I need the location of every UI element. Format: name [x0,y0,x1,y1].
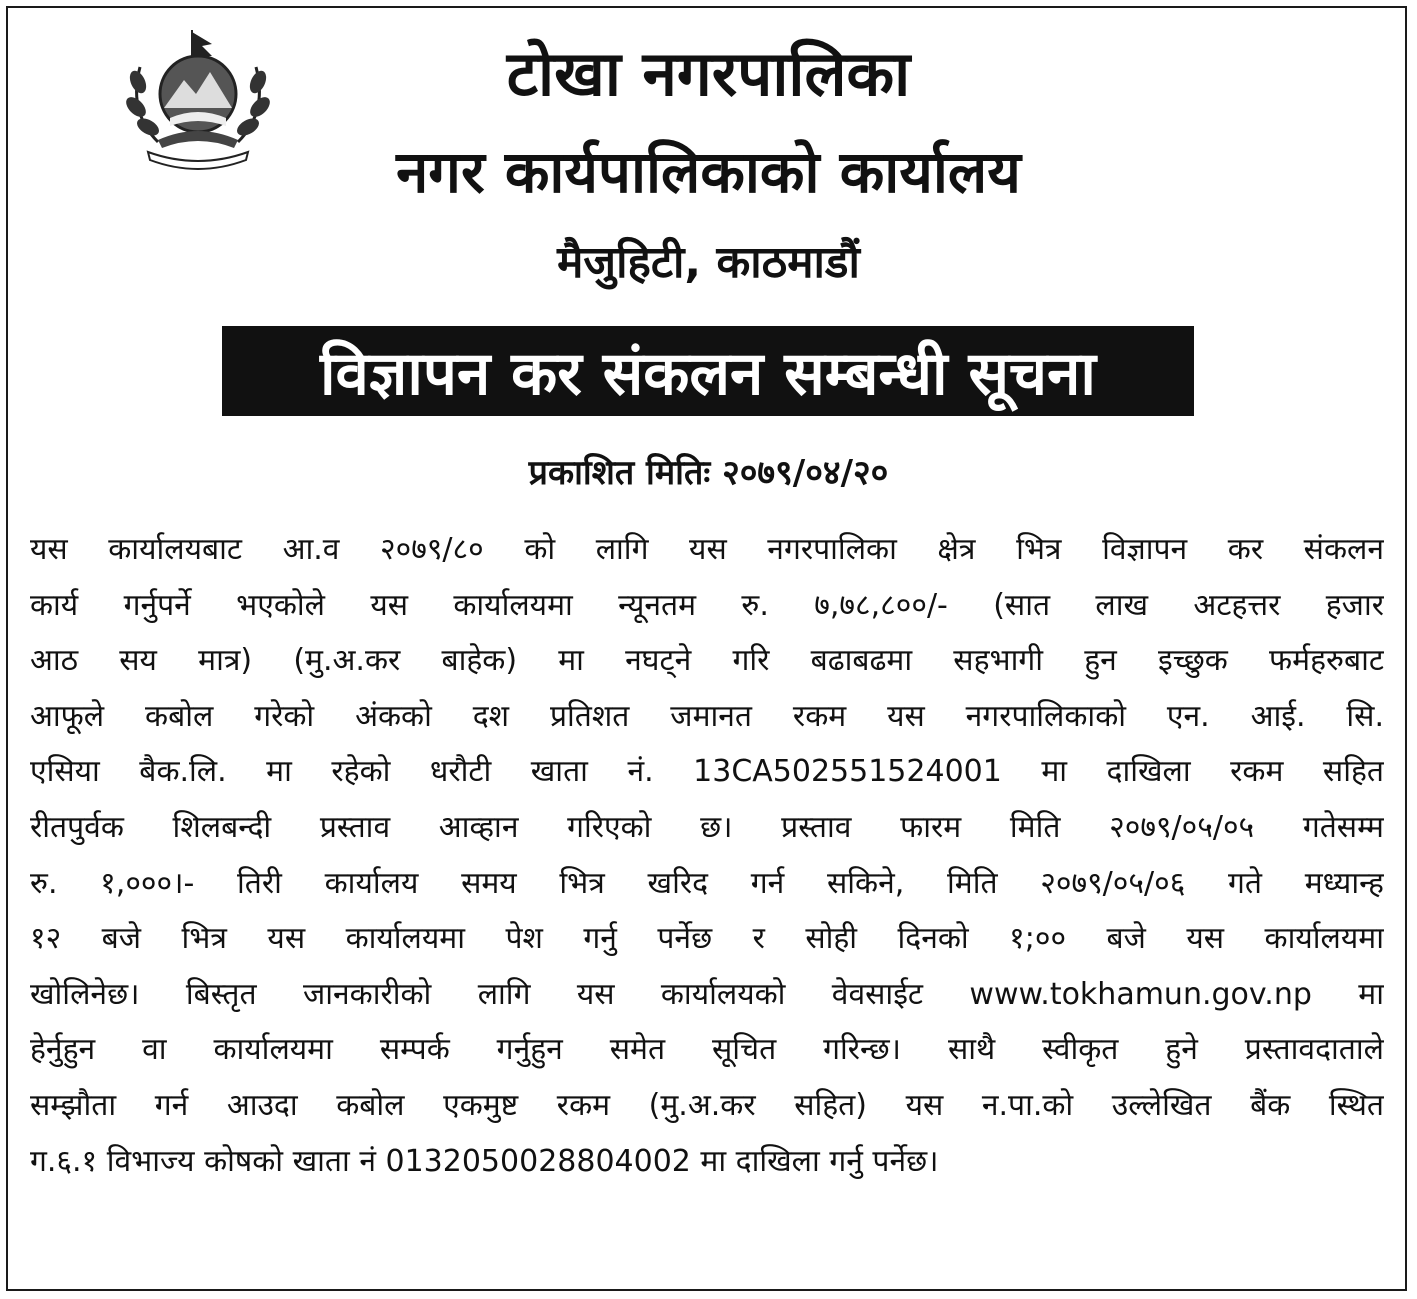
municipality-name: टोखा नगरपालिका [506,37,911,110]
notice-line: आठ सय मात्र) (मु.अ.कर बाहेक) मा नघट्ने गरि बढाबढमा सहभागी हुन इच्छुक फर्महरुबाट [30,643,1384,679]
notice-title: विज्ञापन कर संकलन सम्बन्धी सूचना [320,339,1096,409]
notice-line: खोलिनेछ। बिस्तृत जानकारीको लागि यस कार्यालयको वेवसाईट www.tokhamun.gov.np मा [30,976,1384,1012]
notice-line: हेर्नुहुन वा कार्यालयमा सम्पर्क गर्नुहुन समेत सूचित गरिन्छ। साथै स्वीकृत हुने प्रस्तावदाताले [30,1032,1384,1068]
notice-line: एसिया बैक.लि. मा रहेको धरौटी खाता नं. 13CA502551524001 मा दाखिला रकम सहित [30,754,1384,790]
notice-line: कार्य गर्नुपर्ने भएकोले यस कार्यालयमा न्यूनतम रु. ७,७८,८००/- (सात लाख अटहत्तर हजार [30,587,1384,623]
notice-line: रीतपुर्वक शिलबन्दी प्रस्ताव आव्हान गरिएको छ। प्रस्ताव फारम मिति २०७९/०५/०५ गतेसम्म [30,809,1384,845]
notice-line: आफूले कबोल गरेको अंकको दश प्रतिशत जमानत रकम यस नगरपालिकाको एन. आई. सि. [30,698,1384,734]
published-date: प्रकाशित मितिः २०७९/०४/२० [528,453,889,493]
notice-body [30,522,1384,1189]
notice-line: ग.६.१ विभाज्य कोषको खाता नं 0132050028804002 मा दाखिला गर्नु पर्नेछ। [30,1143,939,1179]
office-name: नगर कार्यपालिकाको कार्यालय [396,138,1021,206]
notice-line: १२ बजे भित्र यस कार्यालयमा पेश गर्नु पर्नेछ र सोही दिनको १;०० बजे यस कार्यालयमा [30,921,1384,957]
office-location: मैजुहिटी, काठमाडौं [557,237,860,288]
notice-line: यस कार्यालयबाट आ.व २०७९/८० को लागि यस नगरपालिका क्षेत्र भित्र विज्ञापन कर संकलन [30,532,1384,567]
notice-line: रु. १,०००।- तिरी कार्यालय समय भित्र खरिद गर्न सकिने, मिति २०७९/०५/०६ गते मध्यान्ह [30,865,1384,901]
notice-line: सम्झौता गर्न आउदा कबोल एकमुष्ट रकम (मु.अ.कर सहित) यस न.पा.को उल्लेखित बैंक स्थित [30,1087,1384,1123]
notice-title-banner [222,326,1194,416]
